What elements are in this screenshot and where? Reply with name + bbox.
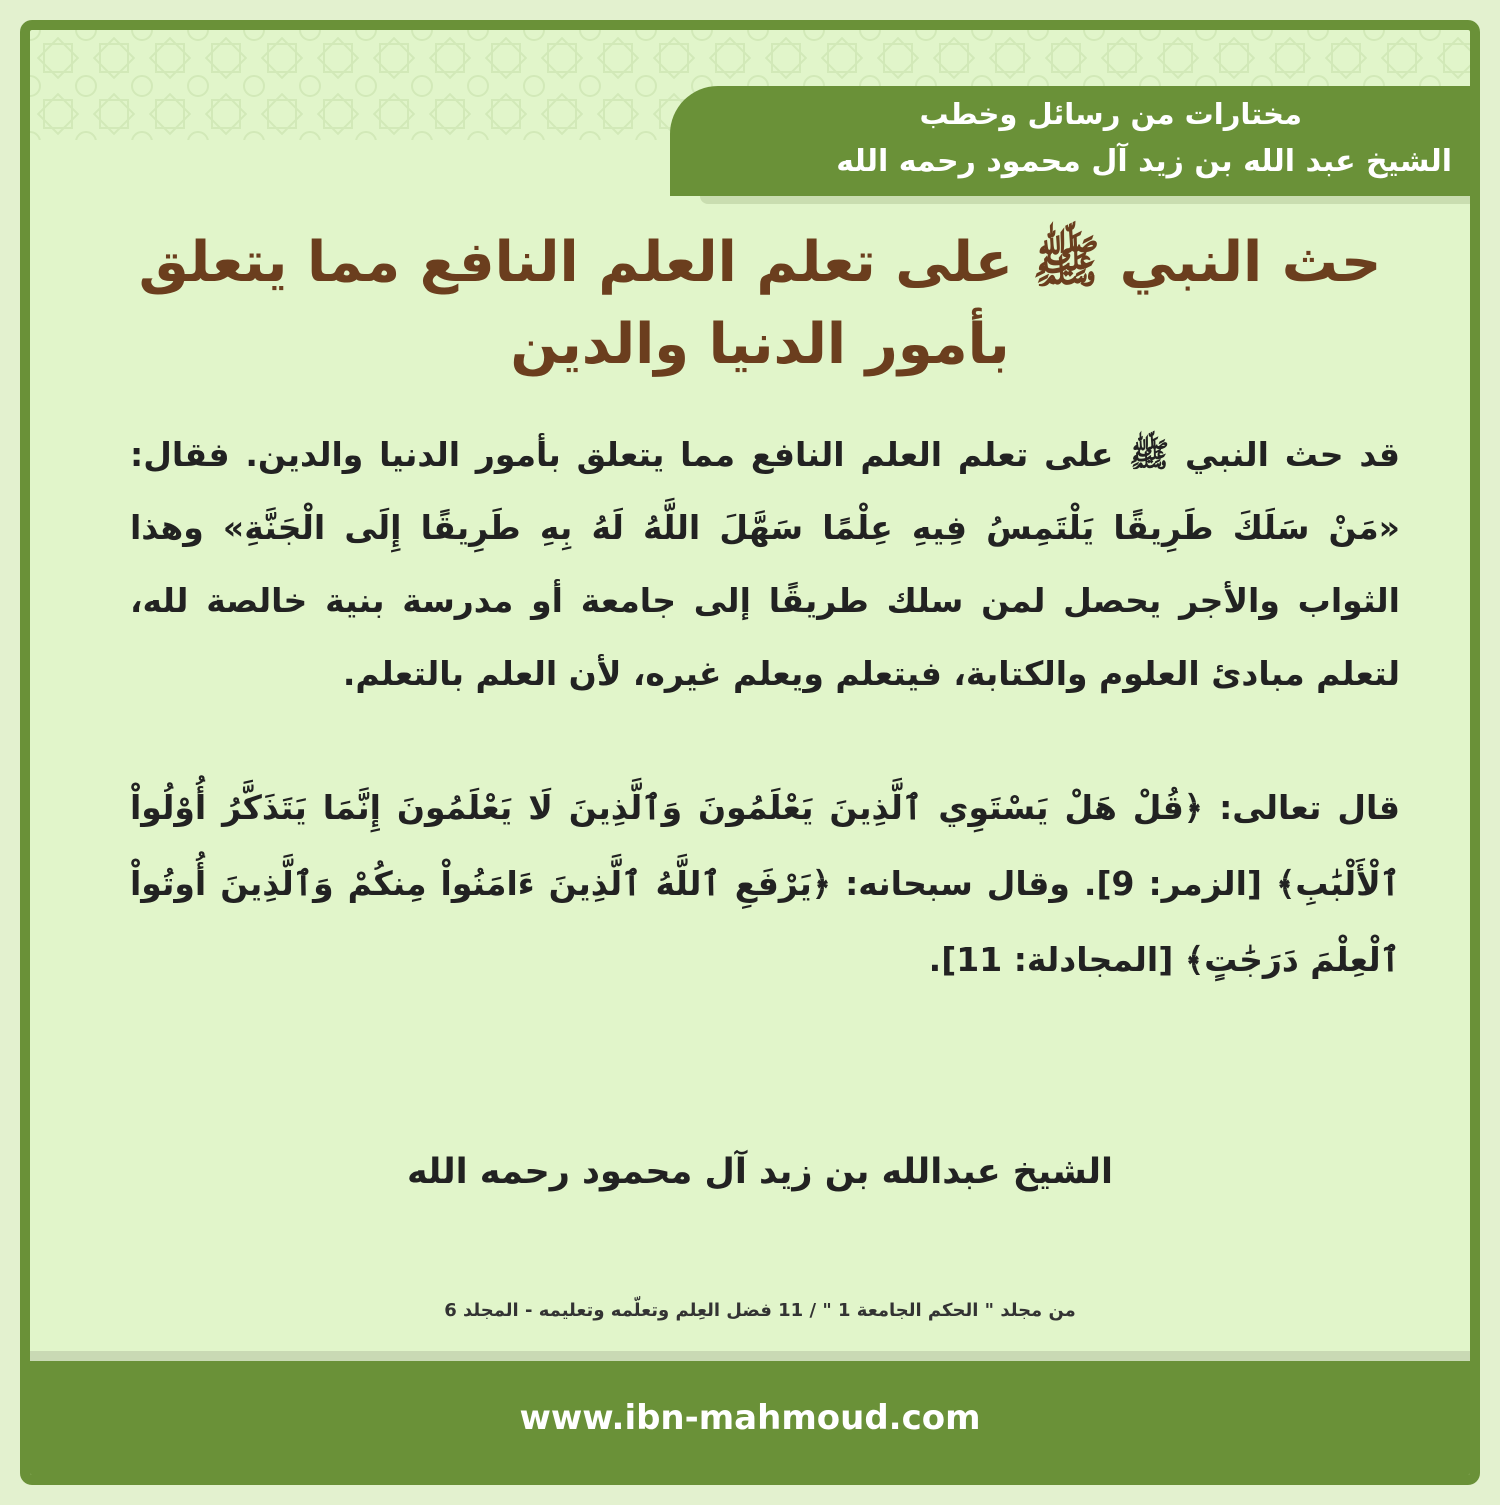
footer-shadow	[30, 1351, 1470, 1361]
header-author-name: الشيخ عبد الله بن زيد آل محمود رحمه الله	[836, 144, 1452, 179]
author-signature: الشيخ عبدالله بن زيد آل محمود رحمه الله	[406, 1152, 1114, 1192]
quote-card	[20, 20, 1480, 1485]
header-series-title: مختارات من رسائل وخطب	[919, 97, 1302, 131]
header-banner	[670, 86, 1470, 196]
header-banner-shadow	[700, 196, 1470, 204]
page-title: حث النبي ﷺ على تعلم العلم النافع مما يتعلق بأمور الدنيا والدين	[138, 230, 1382, 377]
quran-verses-paragraph: قال تعالى: ﴿قُلْ هَلْ يَسْتَوِي ٱلَّذِينَ يَعْلَمُونَ وَٱلَّذِينَ لَا يَعْلَمُونَ إِنَّمَا يَتَذَكَّرُ أُوْلُواْ ٱلْأَلْبَٰبِ﴾ [الزمر: 9]. وقال سبحانه: ﴿يَرْفَعِ ٱللَّهُ ٱلَّذِينَ ءَامَنُواْ مِنكُمْ وَٱلَّذِينَ أُوتُواْ ٱلْعِلْمَ دَرَجَٰتٍ﴾ [المجادلة: 11].	[130, 788, 1400, 979]
footer-website-link[interactable]: www.ibn-mahmoud.com	[30, 1361, 1470, 1475]
source-reference: من مجلد " الحكم الجامعة 1 " / 11 فضل العِلم وتعلّمه وتعليمه - المجلد 6	[444, 1300, 1076, 1321]
body-text	[130, 418, 1400, 998]
hadith-paragraph: قد حث النبي ﷺ على تعلم العلم النافع مما يتعلق بأمور الدنيا والدين. فقال: «مَنْ سَلَكَ طَرِيقًا يَلْتَمِسُ فِيهِ عِلْمًا سَهَّلَ اللَّهُ لَهُ بِهِ طَرِيقًا إِلَى الْجَنَّةِ» وهذا الثواب والأجر يحصل لمن سلك طريقًا إلى جامعة أو مدرسة بنية خالصة لله، لتعلم مبادئ العلوم والكتابة، فيتعلم ويعلم غيره، لأن العلم بالتعلم.	[130, 435, 1400, 693]
